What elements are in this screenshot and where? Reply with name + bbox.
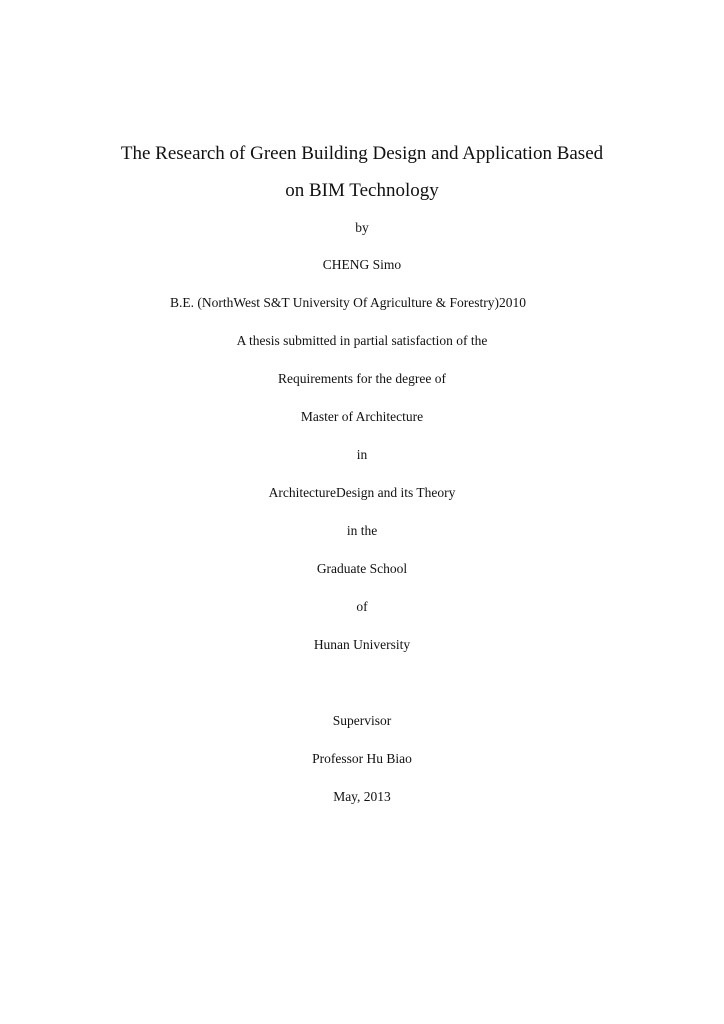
supervisor-name: Professor Hu Biao (312, 751, 412, 766)
prior-degree: B.E. (NorthWest S&T University Of Agriculture & Forestry)2010 (170, 295, 526, 310)
of-label: of (356, 599, 368, 614)
thesis-title-line-2: on BIM Technology (285, 180, 439, 201)
thesis-title-line-1: The Research of Green Building Design and Application Based (120, 143, 604, 164)
submission-date: May, 2013 (333, 789, 391, 804)
in-the-label: in the (346, 523, 378, 538)
in-label: in (356, 447, 368, 462)
school-name: Graduate School (316, 561, 408, 576)
submission-statement-line-2: Requirements for the degree of (278, 371, 446, 386)
supervisor-label: Supervisor (332, 713, 392, 728)
degree-name: Master of Architecture (300, 409, 424, 424)
submission-statement-line-1: A thesis submitted in partial satisfaction of the (236, 333, 488, 348)
author-name: CHENG Simo (322, 257, 402, 272)
by-label: by (355, 220, 369, 235)
major-name: ArchitectureDesign and its Theory (268, 485, 456, 500)
university-name: Hunan University (313, 637, 411, 652)
